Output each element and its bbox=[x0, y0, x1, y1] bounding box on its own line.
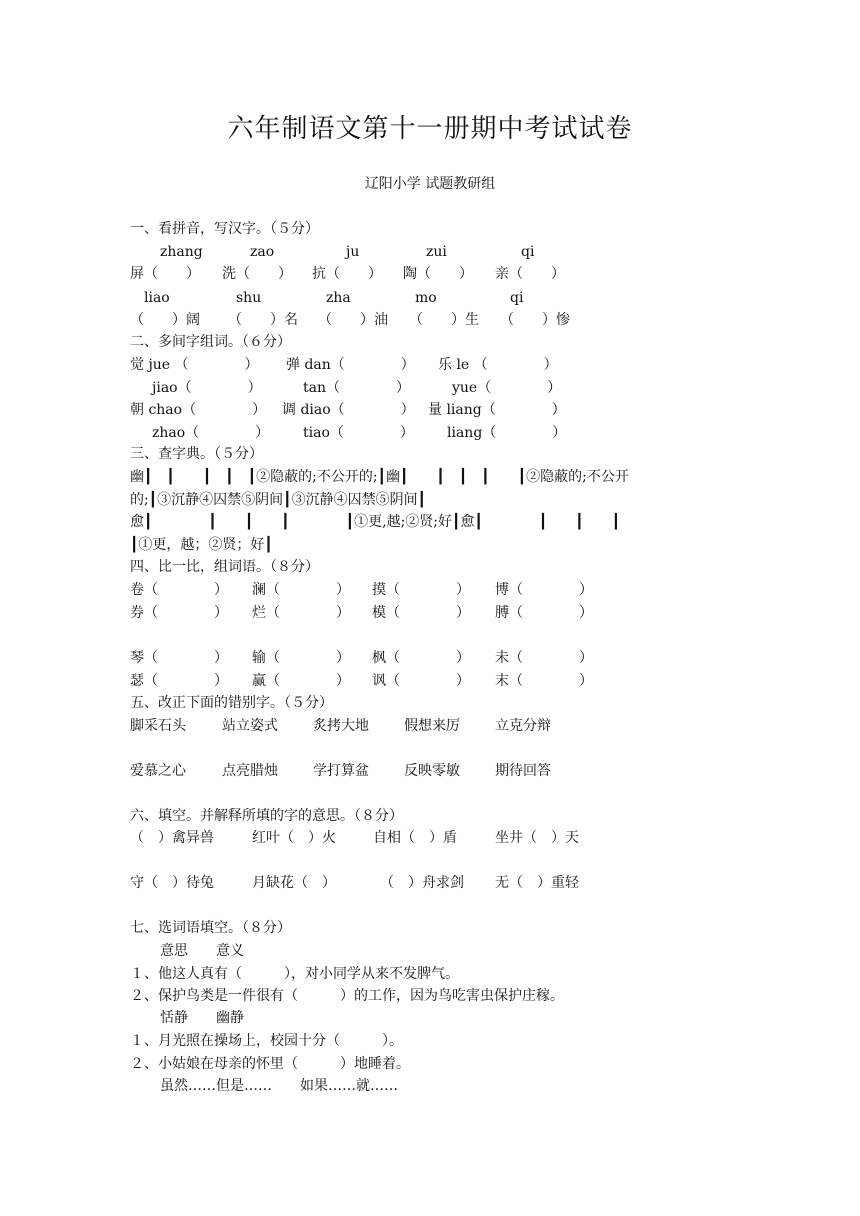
section-3-heading: 三、查字典。（５分） bbox=[130, 446, 263, 462]
dictionary-table-line: 的;┃③沉静④囚禁⑤阴间┃③沉静④囚禁⑤阴间┃ bbox=[130, 492, 427, 508]
fill-sentence: １、月光照在操场上，校园十分（ ）。 bbox=[130, 1033, 403, 1049]
section-1-heading: 一、看拼音，写汉字。（５分） bbox=[130, 221, 319, 237]
word-blank: 膊（ ） bbox=[495, 605, 593, 621]
word-blank: 枫（ ） bbox=[372, 650, 470, 666]
word-blank: 摸（ ） bbox=[372, 582, 470, 598]
word-blank: 券（ ） bbox=[130, 605, 228, 621]
word-blank: 澜（ ） bbox=[252, 582, 350, 598]
char-blank: 抗（ ） bbox=[312, 266, 382, 282]
char-blank: 屏（ ） bbox=[130, 266, 200, 282]
word-blank: 烂（ ） bbox=[252, 605, 350, 621]
char-blank: 亲（ ） bbox=[495, 266, 565, 282]
word-blank: jiao（ ） bbox=[152, 380, 262, 396]
word-choices: 意思 意义 bbox=[160, 943, 244, 959]
word-blank: 赢（ ） bbox=[252, 673, 350, 689]
word-blank: 模（ ） bbox=[372, 605, 470, 621]
dictionary-table-line: 愈┃ ┃ ┃ ┃ ┃①更,越;②贤;好┃愈┃ ┃ ┃ ┃ bbox=[130, 514, 621, 530]
section-6-heading: 六、填空。并解释所填的字的意思。（８分） bbox=[130, 808, 403, 824]
idiom-blank: （ ）舟求剑 bbox=[380, 875, 464, 891]
idiom-blank: 红叶（ ）火 bbox=[252, 830, 336, 846]
pinyin: zui bbox=[426, 244, 447, 260]
idiom-blank: （ ）禽异兽 bbox=[130, 830, 214, 846]
word-blank: 卷（ ） bbox=[130, 582, 228, 598]
pinyin: qi bbox=[521, 244, 535, 260]
word-blank: zhao（ ） bbox=[152, 425, 270, 441]
page-subtitle: 辽阳小学 试题教研组 bbox=[364, 176, 496, 192]
word-blank: 输（ ） bbox=[252, 650, 350, 666]
dictionary-table-line: 幽┃ ┃ ┃ ┃ ┃②隐蔽的;不公开的;┃幽┃ ┃ ┃ ┃ ┃②隐蔽的;不公开 bbox=[130, 469, 629, 485]
idiom-blank: 守（ ）待兔 bbox=[130, 875, 214, 891]
idiom-blank: 自相（ ）盾 bbox=[373, 830, 457, 846]
fill-sentence: １、他这人真有（ ），对小同学从来不发脾气。 bbox=[130, 966, 459, 982]
word-blank: 讽（ ） bbox=[372, 673, 470, 689]
word-blank: 朝 chao（ ） bbox=[130, 402, 267, 418]
typo-phrase: 立克分辩 bbox=[495, 718, 551, 734]
section-4-heading: 四、比一比，组词语。（８分） bbox=[130, 559, 319, 575]
word-blank: 博（ ） bbox=[495, 582, 593, 598]
char-blank: （ ）油 bbox=[318, 312, 388, 328]
pinyin: qi bbox=[510, 290, 524, 306]
word-blank: 瑟（ ） bbox=[130, 673, 228, 689]
char-blank: （ ）惨 bbox=[500, 312, 570, 328]
pinyin: mo bbox=[415, 290, 437, 306]
word-blank: liang（ ） bbox=[447, 425, 567, 441]
section-2-heading: 二、多间字组词。（６分） bbox=[130, 334, 291, 350]
char-blank: 洗（ ） bbox=[222, 266, 292, 282]
typo-phrase: 假想来厉 bbox=[404, 718, 460, 734]
word-blank: tiao（ ） bbox=[303, 425, 414, 441]
section-5-heading: 五、改正下面的错别字。（５分） bbox=[130, 695, 333, 711]
word-blank: 未（ ） bbox=[495, 650, 593, 666]
word-blank: tan（ ） bbox=[303, 380, 410, 396]
typo-phrase: 期待回答 bbox=[495, 763, 551, 779]
word-choices: 虽然……但是…… 如果……就…… bbox=[160, 1078, 398, 1094]
idiom-blank: 坐井（ ）天 bbox=[495, 830, 579, 846]
char-blank: 陶（ ） bbox=[403, 266, 473, 282]
idiom-blank: 无（ ）重轻 bbox=[495, 875, 579, 891]
typo-phrase: 站立姿式 bbox=[222, 718, 278, 734]
word-blank: 乐 le （ ） bbox=[438, 357, 558, 373]
word-blank: 量 liang（ ） bbox=[428, 402, 566, 418]
pinyin: liao bbox=[144, 290, 170, 306]
word-blank: yue（ ） bbox=[452, 380, 562, 396]
typo-phrase: 学打算盆 bbox=[313, 763, 369, 779]
page-title: 六年制语文第十一册期中考试试卷 bbox=[227, 114, 633, 144]
pinyin: shu bbox=[236, 290, 262, 306]
word-blank: 调 diao（ ） bbox=[282, 402, 415, 418]
word-blank: 弹 dan（ ） bbox=[286, 357, 415, 373]
fill-sentence: ２、保护鸟类是一件很有（ ）的工作，因为鸟吃害虫保护庄稼。 bbox=[130, 988, 564, 1004]
typo-phrase: 脚采石头 bbox=[130, 718, 186, 734]
typo-phrase: 反映零敏 bbox=[404, 763, 460, 779]
pinyin: zha bbox=[326, 290, 351, 306]
word-blank: 琴（ ） bbox=[130, 650, 228, 666]
typo-phrase: 点亮腊烛 bbox=[222, 763, 278, 779]
pinyin: zhang bbox=[160, 244, 203, 260]
section-7-heading: 七、选词语填空。（８分） bbox=[130, 920, 291, 936]
char-blank: （ ）生 bbox=[409, 312, 479, 328]
char-blank: （ ）阔 bbox=[130, 312, 200, 328]
fill-sentence: ２、小姑娘在母亲的怀里（ ）地睡着。 bbox=[130, 1056, 410, 1072]
word-choices: 恬静 幽静 bbox=[160, 1010, 244, 1026]
dictionary-table-line: ┃①更，越；②贤；好┃ bbox=[130, 537, 273, 553]
char-blank: （ ）名 bbox=[228, 312, 298, 328]
typo-phrase: 爱慕之心 bbox=[130, 763, 186, 779]
typo-phrase: 炙拷大地 bbox=[313, 718, 369, 734]
pinyin: zao bbox=[250, 244, 275, 260]
pinyin: ju bbox=[346, 244, 360, 260]
word-blank: 觉 jue （ ） bbox=[130, 357, 259, 373]
word-blank: 末（ ） bbox=[495, 673, 593, 689]
idiom-blank: 月缺花（ ） bbox=[252, 875, 336, 891]
